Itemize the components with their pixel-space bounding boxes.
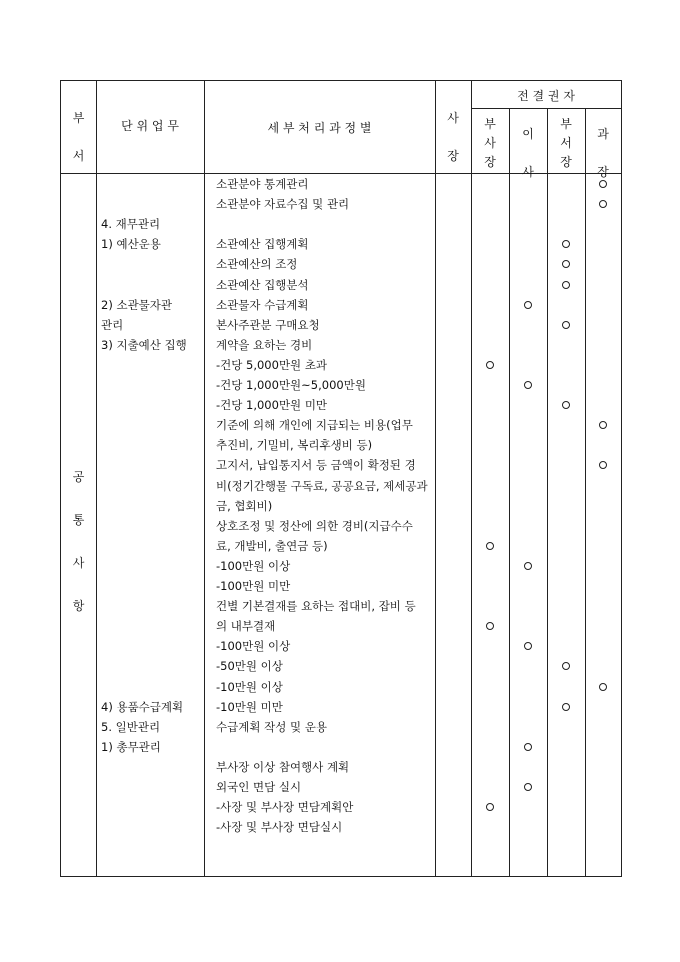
header-detail-process: 세 부 처 리 과 정 별 [267, 121, 372, 135]
col-divider [471, 81, 472, 876]
detail-process-cell: -건당 1,000만원~5,000만원 [216, 378, 366, 392]
approval-mark-dept_head [562, 703, 570, 711]
department-label: 공 통 사 항 [72, 470, 85, 613]
detail-process-cell: 소관분야 통계관리 [216, 177, 309, 191]
approval-mark-director [524, 562, 532, 570]
unit-task-cell: 4) 용품수급계획 [101, 699, 184, 714]
approval-authority-table [60, 80, 622, 877]
detail-process-cell: 부사장 이상 참여행사 계획 [216, 759, 350, 774]
detail-process-cell: -100만원 미만 [216, 579, 291, 593]
detail-process-cell: 소관예산의 조정 [216, 257, 298, 272]
approval-mark-section_head [599, 200, 607, 208]
detail-process-cell: 건별 기본결재를 요하는 접대비, 잡비 등 [216, 599, 416, 614]
detail-process-cell: -사장 및 부사장 면담실시 [216, 820, 343, 835]
col-divider [547, 108, 548, 876]
approval-mark-section_head [599, 180, 607, 188]
header-vp: 부 사 장 [484, 117, 496, 169]
header-dept-head: 부 서 장 [560, 117, 572, 169]
approval-mark-director [524, 301, 532, 309]
detail-process-cell: 료, 개발비, 출연금 등) [216, 538, 328, 553]
header-department: 부 서 [72, 111, 85, 163]
approval-mark-dept_head [562, 321, 570, 329]
header-president: 사 장 [447, 111, 459, 163]
approval-mark-dept_head [562, 281, 570, 289]
approval-mark-vp [486, 542, 494, 550]
detail-process-cell: 소관예산 집행계획 [216, 237, 309, 252]
header-director: 이 사 [522, 127, 534, 179]
unit-task-cell: 5. 일반관리 [101, 719, 161, 734]
approval-mark-dept_head [562, 240, 570, 248]
approval-mark-director [524, 783, 532, 791]
approval-mark-vp [486, 622, 494, 630]
approval-mark-section_head [599, 461, 607, 469]
approval-mark-director [524, 642, 532, 650]
unit-task-cell: 관리 [101, 317, 124, 332]
detail-process-cell: -100만원 이상 [216, 639, 291, 654]
unit-task-cell: 3) 지출예산 집행 [101, 337, 187, 352]
row-divider [471, 108, 621, 109]
approval-mark-dept_head [562, 662, 570, 670]
detail-process-cell: 금, 협회비) [216, 498, 273, 513]
detail-process-cell: 비(정기간행물 구독료, 공공요금, 제세공과 [216, 478, 428, 493]
approval-mark-vp [486, 803, 494, 811]
approval-mark-dept_head [562, 260, 570, 268]
header-authority-group: 전 결 권 자 [517, 89, 575, 103]
detail-process-cell: 계약을 요하는 경비 [216, 337, 313, 352]
col-divider [435, 81, 436, 876]
unit-task-cell: 4. 재무관리 [101, 217, 161, 232]
detail-process-cell: 의 내부결재 [216, 619, 276, 634]
col-divider [509, 108, 510, 876]
detail-process-cell: 기준에 의해 개인에 지급되는 비용(업무 [216, 418, 413, 433]
detail-process-cell: 소관예산 집행분석 [216, 277, 309, 292]
detail-process-cell: 고지서, 납입통지서 등 금액이 확정된 경 [216, 458, 416, 473]
detail-process-cell: -50만원 이상 [216, 659, 283, 674]
approval-mark-section_head [599, 421, 607, 429]
col-divider [96, 81, 97, 876]
detail-process-cell: 외국인 면담 실시 [216, 780, 302, 794]
detail-process-cell: -건당 5,000만원 초과 [216, 357, 328, 372]
approval-mark-dept_head [562, 401, 570, 409]
detail-process-cell: -10만원 미만 [216, 699, 283, 714]
col-divider [585, 108, 586, 876]
detail-process-cell: 상호조정 및 정산에 의한 경비(지급수수 [216, 518, 413, 533]
detail-process-cell: -사장 및 부사장 면담계획안 [216, 800, 354, 815]
unit-task-cell: 2) 소관물자관 [101, 297, 173, 312]
header-section-head: 과 장 [597, 127, 609, 179]
approval-mark-director [524, 743, 532, 751]
unit-task-cell: 1) 예산운용 [101, 237, 161, 252]
detail-process-cell: 추진비, 기밀비, 복리후생비 등) [216, 438, 373, 453]
detail-process-cell: 수급계획 작성 및 운용 [216, 719, 327, 734]
col-divider [204, 81, 205, 876]
approval-mark-vp [486, 361, 494, 369]
detail-process-cell: 소관분야 자료수집 및 관리 [216, 197, 350, 212]
detail-process-cell: -100만원 이상 [216, 558, 291, 573]
approval-mark-director [524, 381, 532, 389]
detail-process-cell: -10만원 이상 [216, 679, 283, 694]
approval-mark-section_head [599, 683, 607, 691]
detail-process-cell: 본사주관분 구매요청 [216, 317, 320, 332]
unit-task-cell: 1) 총무관리 [101, 739, 161, 754]
detail-process-cell: -건당 1,000만원 미만 [216, 398, 328, 413]
header-unit-task: 단 위 업 무 [121, 119, 179, 133]
detail-process-cell: 소관물자 수급계획 [216, 297, 309, 312]
